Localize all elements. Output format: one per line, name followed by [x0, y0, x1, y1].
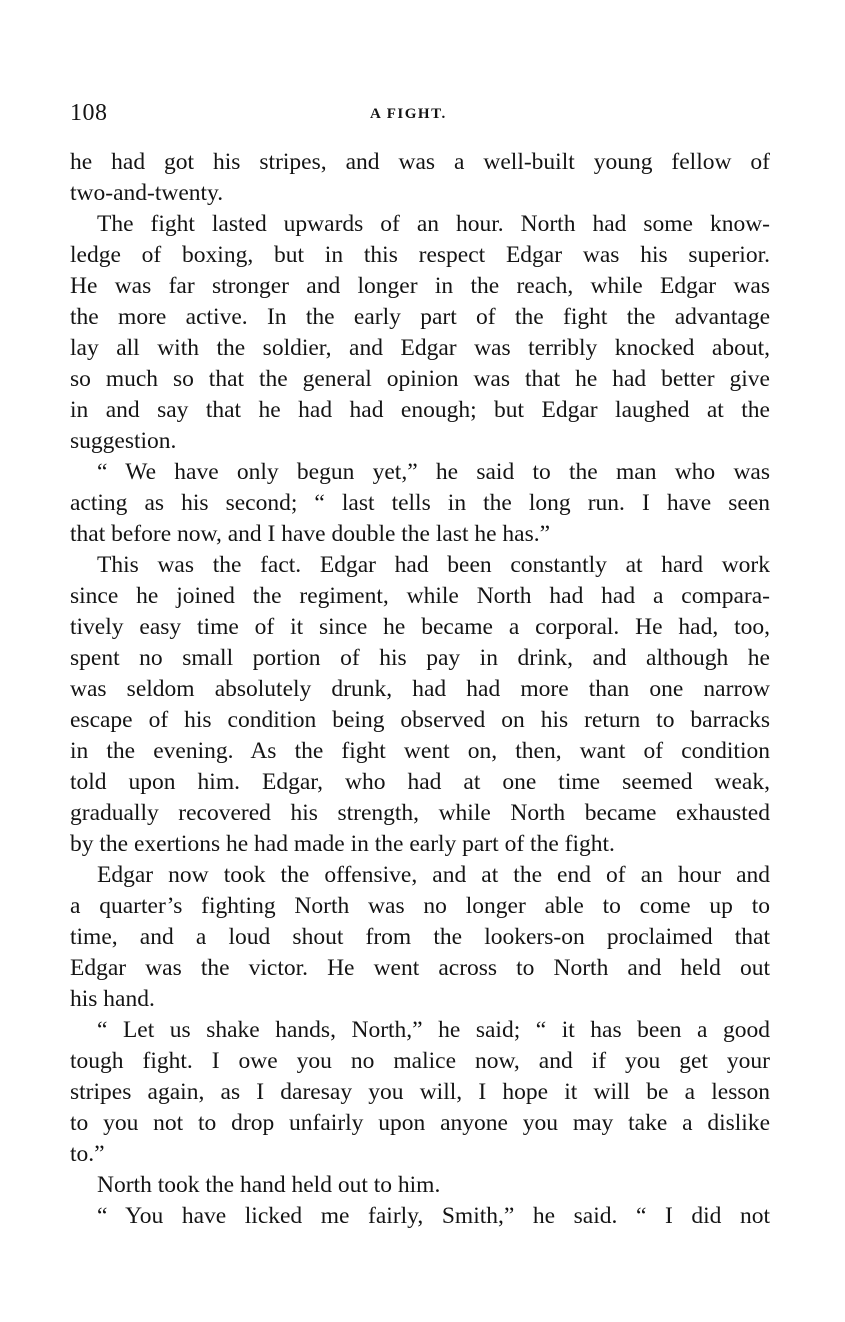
text-line: told upon him. Edgar, who had at one time seemed weak, [70, 769, 770, 795]
text-line: to.” [70, 1141, 105, 1167]
text-line: “ You have licked me fairly, Smith,” he said. “ I did not [97, 1203, 770, 1229]
text-line: was seldom absolutely drunk, had had more than one narrow [70, 676, 770, 702]
text-line: “ We have only begun yet,” he said to the man who was [97, 459, 770, 485]
text-line: since he joined the regiment, while North had had a compara- [70, 583, 770, 609]
text-line: tively easy time of it since he became a corporal. He had, too, [70, 614, 770, 640]
text-line: in and say that he had had enough; but Edgar laughed at the [70, 397, 770, 423]
text-line: gradually recovered his strength, while North became exhausted [70, 800, 770, 826]
text-line: his hand. [70, 986, 155, 1012]
running-title: A FIGHT. [370, 106, 447, 122]
page-number: 108 [70, 100, 108, 126]
text-line: This was the fact. Edgar had been constantly at hard work [97, 552, 770, 578]
text-line: acting as his second; “ last tells in the long run. I have seen [70, 490, 770, 516]
body-text [70, 147, 770, 1232]
text-line: escape of his condition being observed on his return to barracks [70, 707, 770, 733]
text-line: he had got his stripes, and was a well-built young fellow of [70, 149, 770, 175]
text-line: stripes again, as I daresay you will, I hope it will be a lesson [70, 1079, 770, 1105]
text-line: two-and-twenty. [70, 180, 224, 206]
text-line: He was far stronger and longer in the reach, while Edgar was [70, 273, 770, 299]
text-line: lay all with the soldier, and Edgar was terribly knocked about, [70, 335, 770, 361]
text-line: “ Let us shake hands, North,” he said; “ it has been a good [97, 1017, 770, 1043]
text-line: Edgar now took the offensive, and at the end of an hour and [97, 862, 770, 888]
text-line: North took the hand held out to him. [97, 1172, 441, 1198]
text-line: the more active. In the early part of the fight the advantage [70, 304, 770, 330]
text-line: suggestion. [70, 428, 177, 454]
text-line: in the evening. As the fight went on, then, want of condition [70, 738, 770, 764]
text-line: that before now, and I have double the last he has.” [70, 521, 551, 547]
text-line: The fight lasted upwards of an hour. North had some know- [97, 211, 770, 237]
text-line: ledge of boxing, but in this respect Edgar was his superior. [70, 242, 770, 268]
text-line: tough fight. I owe you no malice now, and if you get your [70, 1048, 770, 1074]
text-line: so much so that the general opinion was that he had better give [70, 366, 770, 392]
text-line: spent no small portion of his pay in drink, and although he [70, 645, 770, 671]
text-line: time, and a loud shout from the lookers-on proclaimed that [70, 924, 770, 950]
running-head [70, 100, 770, 130]
text-line: to you not to drop unfairly upon anyone you may take a dislike [70, 1110, 770, 1136]
text-line: Edgar was the victor. He went across to North and held out [70, 955, 770, 981]
text-line: by the exertions he had made in the early part of the fight. [70, 831, 615, 857]
text-line: a quarter’s fighting North was no longer able to come up to [70, 893, 770, 919]
